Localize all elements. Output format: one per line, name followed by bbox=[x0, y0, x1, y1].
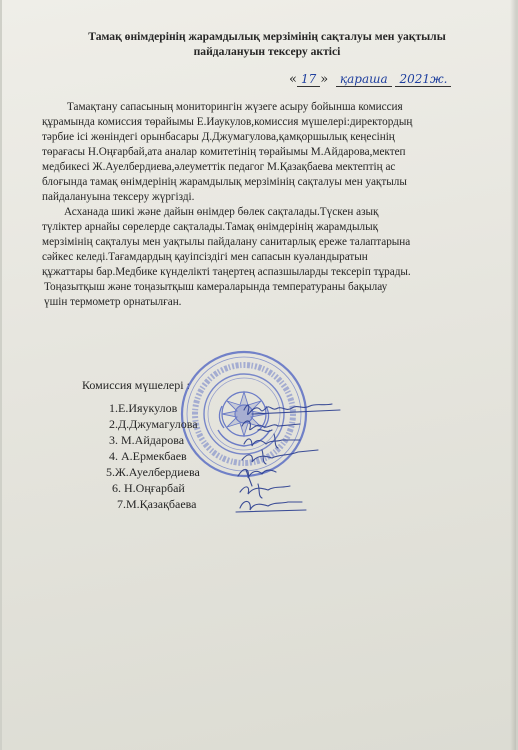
member-name: 4. А.Ермекбаев bbox=[109, 449, 187, 463]
member-name: 6. Н.Оңғарбай bbox=[112, 481, 185, 495]
document-page bbox=[2, 0, 516, 750]
member-3 bbox=[109, 433, 184, 448]
body-line: төрағасы Н.Оңғарбай,ата аналар комитетінің төрайымы М.Айдарова,мектеп bbox=[42, 146, 406, 158]
member-7 bbox=[117, 497, 197, 512]
body-line: түліктер арнайы сөрелерде сақталады.Тамақ өнімдерінің жарамдылық bbox=[42, 221, 379, 233]
body-line: медбикесі Ж.Ауелбердиева,әлеуметтік педагог М.Қазақбаева мектептің ас bbox=[42, 161, 396, 173]
date-month: қараша bbox=[336, 72, 392, 87]
body-line: Асханада шикі және дайын өнімдер бөлек сақталады.Түскен азық bbox=[64, 206, 379, 218]
date-day: 17 bbox=[297, 72, 320, 87]
member-5 bbox=[106, 465, 200, 480]
document-date bbox=[289, 72, 451, 87]
date-year: 2021ж. bbox=[395, 72, 451, 87]
date-open-quote: « bbox=[289, 72, 297, 87]
member-name: 2.Д.Джумагулова bbox=[109, 417, 198, 431]
member-6 bbox=[112, 481, 185, 496]
body-line: Тамақтану сапасының мониторингін жүзеге асыру бойынша комиссия bbox=[67, 101, 403, 113]
body-line: тәрбие ісі жөніндегі орынбасары Д.Джумагулова,қамқоршылық кеңесінің bbox=[42, 131, 395, 143]
date-close-quote: » bbox=[320, 72, 329, 87]
member-name: 7.М.Қазақбаева bbox=[117, 497, 197, 511]
body-line: сәйкес келеді.Тағамдардың қауіпсіздігі мен сапасын куәландыратын bbox=[42, 251, 368, 263]
member-1 bbox=[109, 401, 177, 416]
member-name: 3. М.Айдарова bbox=[109, 433, 185, 447]
body-line: Тоңазытқыш және тоңазытқыш камераларында температураны бақылау bbox=[44, 281, 388, 293]
body-line: құжаттары бар.Медбике күнделікті таңертең аспазшыларды тексеріп тұрады. bbox=[42, 266, 411, 278]
members-heading: Комиссия мүшелері : bbox=[82, 378, 190, 392]
body-line: пайдалануына тексеру жүргізді. bbox=[42, 191, 195, 203]
member-name: 1.Е.Ияукулов bbox=[109, 401, 178, 415]
body-line: үшін термометр орнатылған. bbox=[44, 296, 182, 308]
commission-members-list bbox=[2, 401, 516, 521]
document-title-line1: Тамақ өнімдерінің жарамдылық мерзімінің сақталуы мен уақтылы bbox=[88, 30, 446, 43]
body-line: блоғында тамақ өнімдерінің жарамдылық мерзімінің сақталуы мен уақтылы bbox=[42, 176, 407, 188]
body-line: құрамында комиссия төрайымы Е.Иаукулов,комиссия мүшелері:директордың bbox=[42, 116, 413, 128]
body-line: мерзімінің сақталуы мен уақтылы пайдалану санитарлық ереже талаптарына bbox=[42, 236, 411, 248]
member-2 bbox=[109, 417, 198, 432]
member-name: 5.Ж.Ауелбердиева bbox=[106, 465, 200, 479]
member-4 bbox=[109, 449, 187, 464]
page-edge-shadow bbox=[510, 0, 516, 750]
document-title-line2: пайдалануын тексеру актісі bbox=[193, 45, 341, 58]
